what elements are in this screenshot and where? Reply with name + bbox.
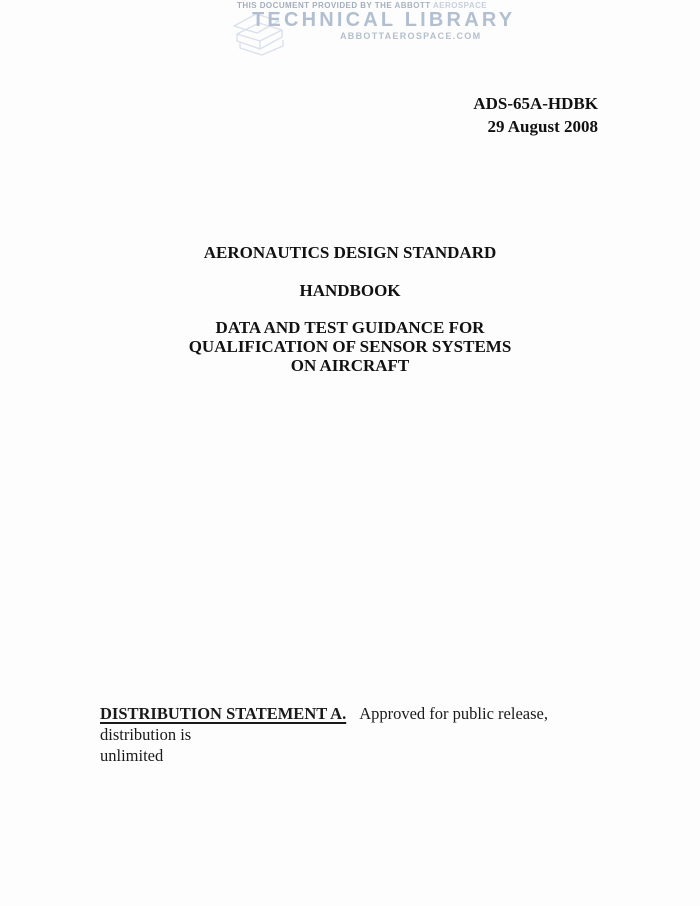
title-block xyxy=(0,243,700,375)
watermark-site-url: ABBOTTAEROSPACE.COM xyxy=(340,31,482,41)
watermark-library-title: TECHNICAL LIBRARY xyxy=(252,9,516,31)
distribution-text-line-1: Approved for public release, distribution is xyxy=(100,704,548,744)
watermark-brand-abbott: ABBOTT xyxy=(394,1,431,10)
document-subject xyxy=(0,318,700,375)
watermark-brand-aerospace: AEROSPACE xyxy=(432,1,488,10)
distribution-text-line-2: unlimited xyxy=(100,746,164,765)
distribution-statement xyxy=(100,703,605,766)
document-id-block xyxy=(473,92,598,138)
subject-line-3: ON AIRCRAFT xyxy=(290,356,410,375)
document-number: ADS-65A-HDBK xyxy=(473,94,598,113)
watermark-header xyxy=(0,0,700,70)
watermark-provided-prefix: THIS DOCUMENT PROVIDED BY THE xyxy=(237,1,393,10)
subject-line-2: QUALIFICATION OF SENSOR SYSTEMS xyxy=(188,337,512,356)
document-date: 29 August 2008 xyxy=(487,117,598,136)
handbook-label: HANDBOOK xyxy=(299,281,401,300)
subject-line-1: DATA AND TEST GUIDANCE FOR xyxy=(215,318,485,337)
standard-title: AERONAUTICS DESIGN STANDARD xyxy=(203,243,497,262)
distribution-statement-label: DISTRIBUTION STATEMENT A. xyxy=(100,704,347,723)
